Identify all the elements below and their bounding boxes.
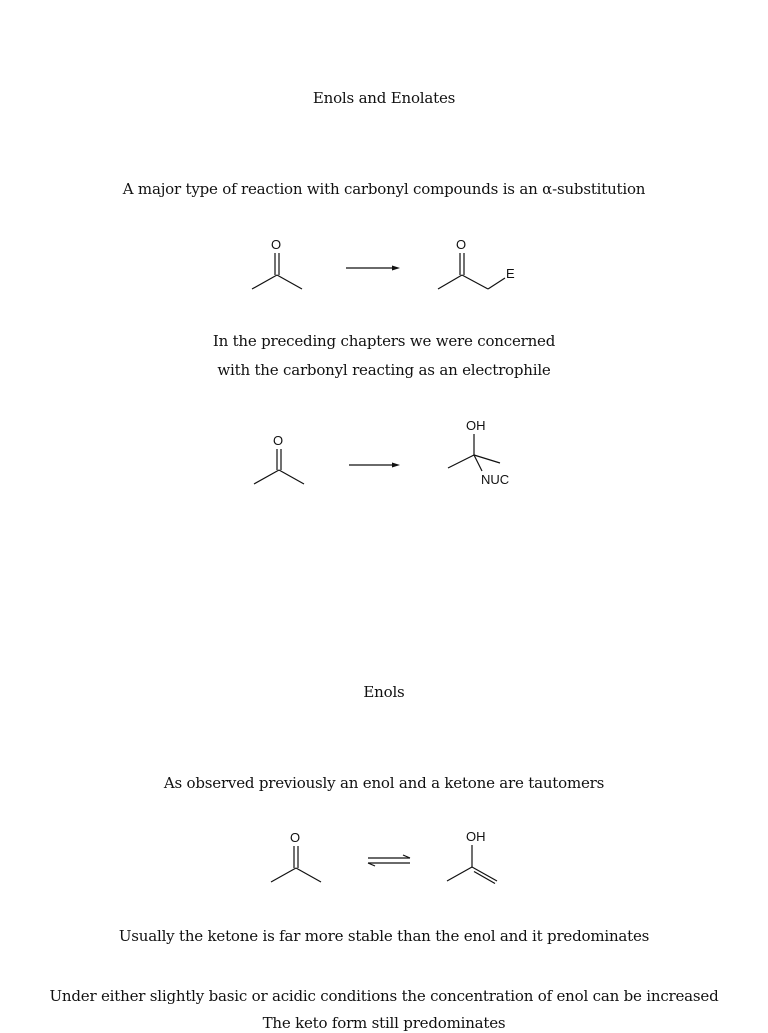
intro-sentence: [0, 179, 768, 199]
acetone-reactant: [252, 237, 302, 289]
ketone-stability-sentence: Usually the ketone is far more stable than the enol and it predominates: [118, 927, 650, 945]
page-title: Enols and Enolates: [312, 89, 456, 107]
alpha-substituted-product: [438, 237, 515, 289]
equilibrium-arrows: [368, 855, 410, 866]
conditions-sentence: Under either slightly basic or acidic conditions the concentration of enol can be increased: [49, 987, 719, 1005]
product-hydroxyl-label: OH: [466, 418, 486, 433]
section-heading-enols: Enols: [363, 683, 405, 701]
intro-suffix: -substitution: [552, 180, 646, 198]
nucleophile-label: NUC: [481, 472, 510, 487]
enol-hydroxyl-label: OH: [466, 829, 486, 844]
reaction-arrow: [346, 266, 400, 271]
keto-form: [271, 830, 321, 882]
preceding-line-1: In the preceding chapters we were concerned: [212, 332, 556, 350]
intro-prefix: A major type of reaction with carbonyl compounds is an: [122, 180, 543, 198]
keto-enol-scheme: [0, 822, 768, 892]
reactant-oxygen-label: O: [273, 433, 284, 448]
reactant-oxygen-label: O: [271, 237, 282, 252]
tautomer-sentence: As observed previously an enol and a ketone are tautomers: [163, 774, 605, 792]
preceding-line-2: with the carbonyl reacting as an electrophile: [217, 361, 551, 379]
keto-oxygen-label: O: [290, 830, 301, 845]
product-oxygen-label: O: [456, 237, 467, 252]
addition-product: [448, 418, 509, 487]
alpha-substitution-scheme: [0, 230, 768, 300]
reaction-arrow: [349, 463, 400, 468]
enol-form: [447, 829, 497, 884]
keto-predominates-sentence: The keto form still predominates: [262, 1014, 506, 1032]
alpha-symbol: α: [542, 180, 553, 198]
electrophile-label: E: [506, 266, 515, 281]
carbonyl-reactant: [254, 433, 304, 484]
nucleophilic-addition-scheme: [0, 415, 768, 495]
